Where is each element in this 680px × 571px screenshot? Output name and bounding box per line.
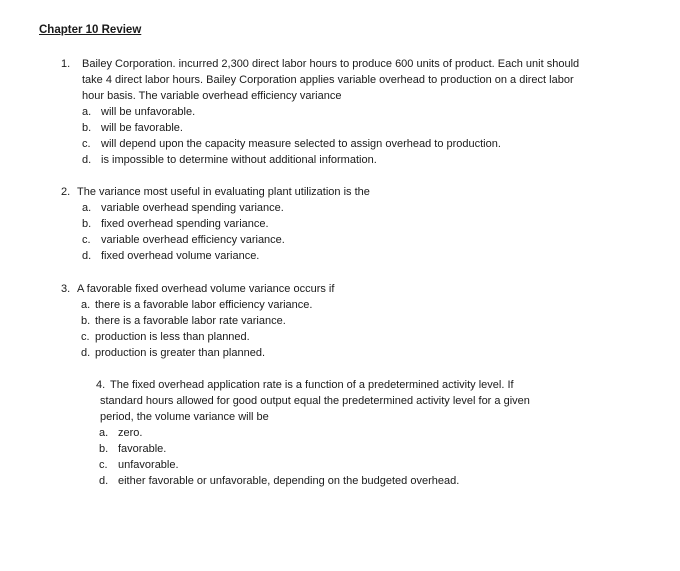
- question-stem-line: period, the volume variance will be: [100, 411, 269, 423]
- question-stem-line: take 4 direct labor hours. Bailey Corporation applies variable overhead to production on a direct labor: [82, 74, 574, 86]
- option-text: there is a favorable labor rate variance.: [95, 315, 286, 327]
- question-stem-line: standard hours allowed for good output equal the predetermined activity level for a given: [100, 395, 530, 407]
- option-letter: b.: [82, 218, 92, 230]
- option-letter: a.: [82, 202, 92, 214]
- option-text: will be favorable.: [101, 122, 183, 134]
- question-stem-line: The variance most useful in evaluating plant utilization is the: [77, 186, 370, 198]
- option-text: will depend upon the capacity measure selected to assign overhead to production.: [101, 138, 501, 150]
- question-stem-line: Bailey Corporation. incurred 2,300 direct labor hours to produce 600 units of product. Each unit should: [82, 58, 580, 70]
- question-number: 1.: [61, 58, 71, 70]
- option-text: production is greater than planned.: [95, 347, 266, 359]
- option-letter: d.: [99, 475, 109, 487]
- option-letter: b.: [82, 122, 92, 134]
- option-letter: c.: [82, 138, 91, 150]
- question-stem-line: A favorable fixed overhead volume variance occurs if: [77, 283, 335, 295]
- option-letter: d.: [81, 347, 91, 359]
- option-text: favorable.: [118, 443, 167, 455]
- option-text: fixed overhead spending variance.: [101, 218, 269, 230]
- option-text: unfavorable.: [118, 459, 179, 471]
- question-number: 2.: [61, 186, 71, 198]
- option-letter: c.: [82, 234, 91, 246]
- option-letter: b.: [99, 443, 109, 455]
- option-text: either favorable or unfavorable, depending on the budgeted overhead.: [118, 475, 460, 487]
- option-letter: b.: [81, 315, 91, 327]
- option-letter: d.: [82, 154, 92, 166]
- option-text: will be unfavorable.: [101, 106, 196, 118]
- chapter-title: Chapter 10 Review: [39, 24, 142, 36]
- option-text: is impossible to determine without additional information.: [101, 154, 377, 166]
- option-letter: c.: [81, 331, 90, 343]
- option-text: production is less than planned.: [95, 331, 250, 343]
- option-text: zero.: [118, 427, 143, 439]
- question-number: 3.: [61, 283, 71, 295]
- question-stem-line: hour basis. The variable overhead efficiency variance: [82, 90, 342, 102]
- option-letter: c.: [99, 459, 108, 471]
- option-text: there is a favorable labor efficiency variance.: [95, 299, 313, 311]
- question-stem-line: The fixed overhead application rate is a function of a predetermined activity level. If: [110, 379, 514, 391]
- option-letter: a.: [81, 299, 91, 311]
- option-letter: a.: [99, 427, 109, 439]
- option-text: fixed overhead volume variance.: [101, 250, 260, 262]
- question-number: 4.: [96, 379, 106, 391]
- option-letter: d.: [82, 250, 92, 262]
- option-text: variable overhead spending variance.: [101, 202, 284, 214]
- option-text: variable overhead efficiency variance.: [101, 234, 285, 246]
- option-letter: a.: [82, 106, 92, 118]
